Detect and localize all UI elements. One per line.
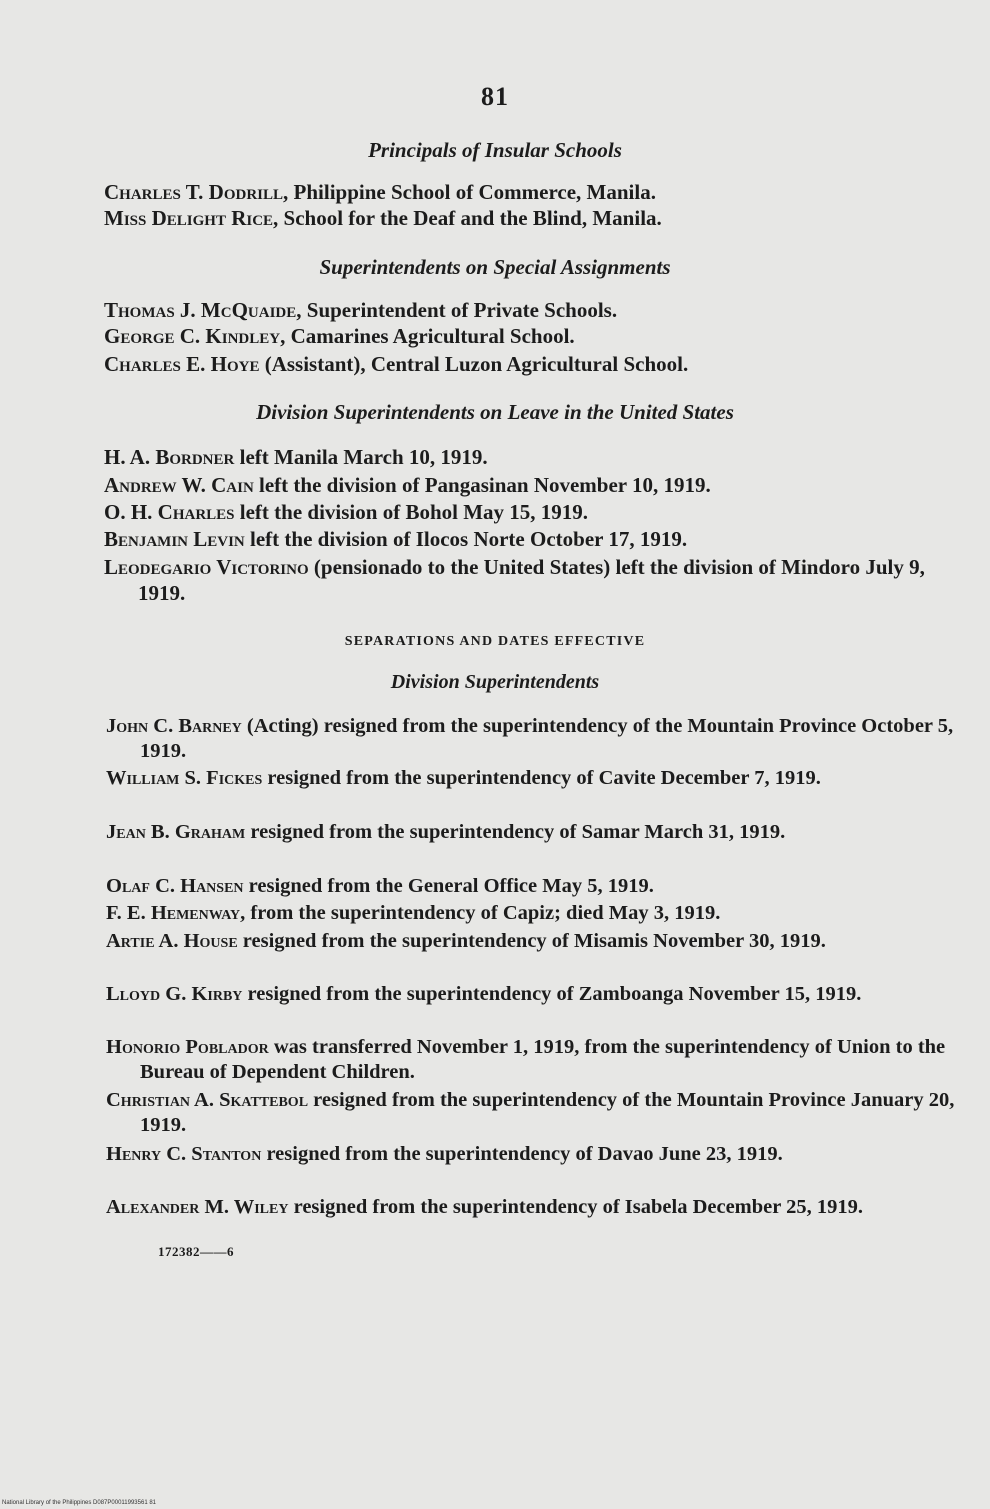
entry-name: Jean B. Graham xyxy=(106,821,246,843)
entry-text: , School for the Deaf and the Blind, Manila. xyxy=(273,206,662,230)
entry-text: resigned from the superintendency of Samar March 31, 1919. xyxy=(245,821,786,843)
separation-entry xyxy=(106,1088,970,1138)
entry-name: Christian A. Skattebol xyxy=(106,1089,309,1111)
principal-entry xyxy=(104,180,656,205)
entry-text: left the division of Ilocos Norte October 17, 1919. xyxy=(244,527,688,551)
separation-entry xyxy=(106,929,970,954)
scan-credit: National Library of the Philippines D087P00011993561 81 xyxy=(2,1500,156,1506)
special-heading: Superintendents on Special Assignments xyxy=(319,255,671,279)
entry-text: resigned from the superintendency of Zamboanga November 15, 1919. xyxy=(242,983,862,1005)
entry-text: , Superintendent of Private Schools. xyxy=(296,298,618,322)
entry-name: Honorio Poblador xyxy=(106,1036,269,1058)
page-number: 81 xyxy=(481,82,509,111)
entry-text: left Manila March 10, 1919. xyxy=(234,445,488,469)
separation-entry xyxy=(106,1142,970,1167)
separation-entry xyxy=(106,1195,970,1220)
entry-text: resigned from the superintendency of Misamis November 30, 1919. xyxy=(237,930,826,952)
entry-text: , Camarines Agricultural School. xyxy=(280,324,575,348)
signature-mark: 172382——6 xyxy=(158,1244,234,1259)
entry-text: was transferred November 1, 1919, from the superintendency of Union to the Bureau of Dependent Children. xyxy=(140,1036,946,1083)
entry-text: resigned from the superintendency of the Mountain Province January 20, 1919. xyxy=(140,1089,955,1136)
entry-name: Benjamin Levin xyxy=(104,527,245,551)
entry-name: Artie A. House xyxy=(106,930,238,952)
entry-name: H. A. Bordner xyxy=(104,445,235,469)
separation-entry xyxy=(106,1035,970,1085)
entry-name: Charles T. Dodrill xyxy=(104,180,284,204)
entry-name: Leodegario Victorino xyxy=(104,555,309,579)
entry-name: F. E. Hemenway xyxy=(106,902,241,924)
separation-entry xyxy=(106,901,970,926)
entry-text: resigned from the General Office May 5, 1919. xyxy=(243,875,654,897)
leave-heading: Division Superintendents on Leave in the United States xyxy=(256,400,734,424)
entry-name: Miss Delight Rice xyxy=(104,206,274,230)
separation-entry xyxy=(106,874,970,899)
entry-text: resigned from the superintendency of Isabela December 25, 1919. xyxy=(288,1196,863,1218)
entry-text: , from the superintendency of Capiz; died May 3, 1919. xyxy=(240,902,721,924)
leave-entry xyxy=(104,500,588,525)
entry-name: O. H. Charles xyxy=(104,500,235,524)
entry-name: Charles E. Hoye xyxy=(104,352,260,376)
special-entry xyxy=(104,324,575,349)
entry-text: resigned from the superintendency of Davao June 23, 1919. xyxy=(261,1143,783,1165)
leave-entry xyxy=(104,554,968,606)
entry-name: Henry C. Stanton xyxy=(106,1143,262,1165)
leave-entry xyxy=(104,473,711,498)
entry-text: left the division of Pangasinan November 10, 1919. xyxy=(253,473,711,497)
separation-entry xyxy=(106,982,970,1007)
entry-text: , Philippine School of Commerce, Manila. xyxy=(283,180,656,204)
principal-entry xyxy=(104,206,662,231)
entry-name: Olaf C. Hansen xyxy=(106,875,244,897)
leave-entry xyxy=(104,527,687,552)
separation-entry xyxy=(106,766,970,791)
separations-subheading: Division Superintendents xyxy=(390,671,600,693)
entry-name: Lloyd G. Kirby xyxy=(106,983,243,1005)
separations-heading: SEPARATIONS AND DATES EFFECTIVE xyxy=(344,634,646,649)
separation-entry xyxy=(106,714,970,764)
special-entry xyxy=(104,298,617,323)
principals-heading: Principals of Insular Schools xyxy=(368,138,622,162)
entry-text: resigned from the superintendency of Cavite December 7, 1919. xyxy=(262,767,821,789)
leave-entry xyxy=(104,445,488,470)
entry-name: George C. Kindley xyxy=(104,324,281,348)
separation-entry xyxy=(106,820,970,845)
entry-text: (Acting) resigned from the superintendency of the Mountain Province October 5, 1919. xyxy=(140,715,954,762)
entry-name: William S. Fickes xyxy=(106,767,263,789)
entry-text: (Assistant), Central Luzon Agricultural School. xyxy=(259,352,689,376)
entry-text: left the division of Bohol May 15, 1919. xyxy=(234,500,589,524)
entry-name: Alexander M. Wiley xyxy=(106,1196,289,1218)
entry-name: Thomas J. McQuaide xyxy=(104,298,297,322)
entry-name: John C. Barney xyxy=(106,715,242,737)
special-entry xyxy=(104,352,688,377)
entry-name: Andrew W. Cain xyxy=(104,473,254,497)
entry-text: (pensionado to the United States) left the division of Mindoro July 9, 1919. xyxy=(138,555,925,605)
